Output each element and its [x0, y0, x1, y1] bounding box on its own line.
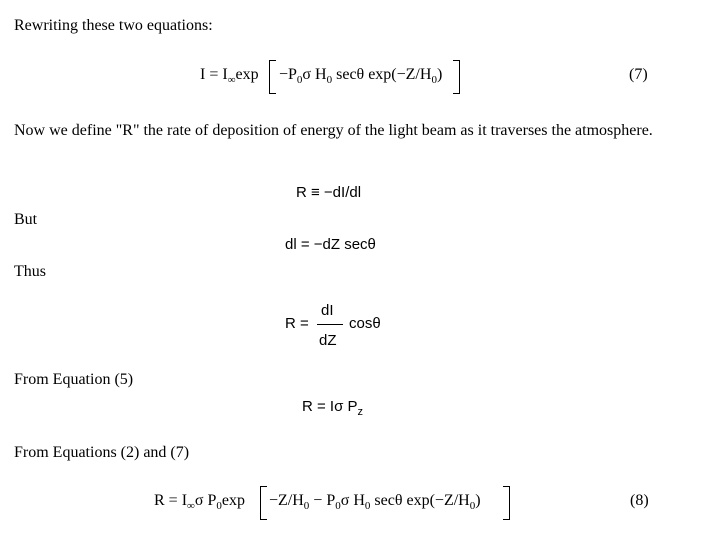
eq8-left-bracket: [260, 486, 267, 520]
eq-frac-lhs: R =: [285, 315, 309, 332]
eq8-d-sub: 0: [335, 500, 341, 512]
equation-7-inner: [279, 66, 442, 84]
equation-8-number: (8): [630, 492, 649, 509]
eq8-c: −Z/H: [269, 492, 304, 509]
eq7-inner-c-sub: 0: [431, 74, 437, 86]
eq8-f: secθ exp(−Z/H: [370, 492, 470, 509]
eq8-d: − P: [309, 492, 336, 509]
eq8-exp: exp: [221, 492, 246, 509]
eq8-b-sub: 0: [216, 500, 222, 512]
eq8-right-bracket: [503, 486, 510, 520]
intro-text: Rewriting these two equations:: [14, 17, 213, 34]
eq8-e-sub: 0: [364, 500, 371, 512]
from-equation-5-text: From Equation (5): [14, 371, 134, 388]
eq8-f-sub: 0: [469, 500, 476, 512]
from-equations-2-7-text: From Equations (2) and (7): [14, 444, 190, 461]
eq5-text: R = Iσ P: [302, 398, 358, 415]
eq7-inner-a: −P: [279, 66, 297, 83]
eq7-inner-b: σ H: [302, 66, 327, 83]
eq7-inner-b-sub: 0: [326, 74, 333, 86]
equation-8-inner: [269, 492, 481, 510]
eq7-inner-d: ): [436, 66, 443, 83]
eq7-inner-a-sub: 0: [296, 74, 303, 86]
fraction-bar: [317, 324, 343, 325]
eq8-g: ): [475, 492, 481, 509]
eq8-a: R = I: [154, 492, 188, 509]
eq8-a-sub: ∞: [187, 500, 195, 512]
eq-frac-numerator: dI: [321, 302, 334, 319]
equation-7-lhs: [200, 66, 259, 84]
eq7-right-bracket: [453, 60, 460, 94]
equation-7-number: (7): [629, 66, 648, 83]
eq7-left-bracket: [269, 60, 276, 94]
eq5-sub: z: [357, 406, 364, 418]
equation-r-sigma-pz: [302, 398, 364, 418]
eq7-exp: exp: [235, 66, 259, 83]
but-text: But: [14, 211, 38, 228]
eq7-inner-c: secθ exp(−Z/H: [332, 66, 432, 83]
eq-frac-denominator: dZ: [319, 332, 337, 349]
eq7-lhs: I = I: [200, 66, 228, 83]
eq-frac-rhs: cosθ: [349, 315, 381, 332]
eq8-c-sub: 0: [303, 500, 310, 512]
thus-text: Thus: [14, 263, 46, 280]
eq7-lhs-sub: ∞: [227, 74, 236, 86]
equation-r-definition: R ≡ −dI/dl: [296, 184, 362, 201]
equation-dl: dl = −dZ secθ: [285, 236, 376, 253]
equation-8-lhs: [154, 492, 245, 510]
definition-paragraph: Now we define "R" the rate of deposition of energy of the light beam as it traverses the atmosphere.: [14, 122, 653, 139]
eq8-b: σ P: [194, 492, 217, 509]
eq8-e: σ H: [340, 492, 365, 509]
